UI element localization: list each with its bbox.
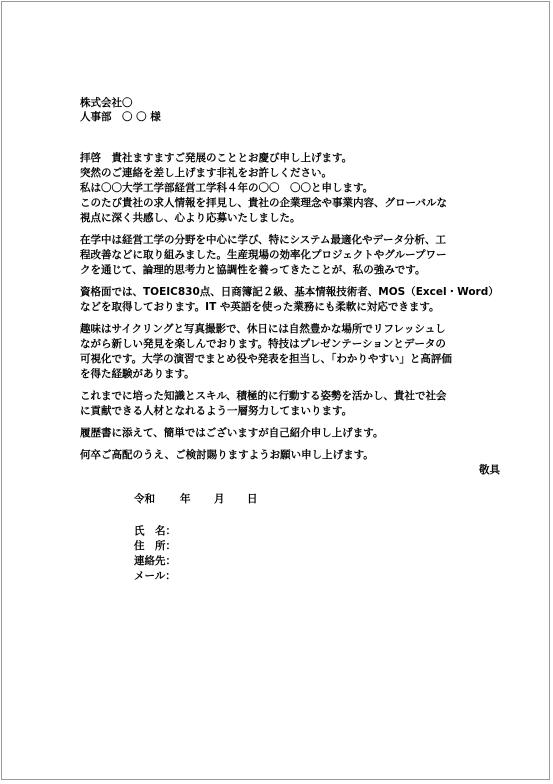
- date-month: 月: [214, 493, 225, 505]
- text-line: 何卒ご高配のうえ、ご検討賜りますようお願い申し上げます。: [80, 449, 374, 461]
- closing-kaigu: 敬具: [479, 464, 500, 476]
- date-line: [80, 492, 500, 507]
- text-line: 突然のご連絡を差し上げます非礼をお許しください。: [80, 167, 332, 179]
- text-line: 履歴書に添えて、簡単ではございますが自己紹介申し上げます。: [80, 427, 384, 439]
- date-day: 日: [247, 493, 258, 505]
- letter-page: [1, 1, 550, 780]
- text-line: これまでに培った知識とスキル、積極的に行動する姿勢を活かし、貴社で社会: [80, 390, 447, 402]
- paragraph-aspiration: [80, 389, 500, 419]
- signature-name-label: 氏 名：: [134, 525, 176, 537]
- signature-email-label: メール：: [134, 570, 176, 582]
- text-line: 程改善などに取り組みました。生産現場の効率化プロジェクトやグループワー: [80, 249, 447, 261]
- date-year: 年: [180, 493, 191, 505]
- text-line: ながら新しい発見を楽しんでおります。特技はプレゼンテーションとデータの: [80, 338, 446, 350]
- signature-contact-label: 連絡先：: [134, 555, 176, 567]
- signature-block: [80, 524, 500, 584]
- text-line: などを取得しております。IT や英語を使った業務にも柔軟に対応できます。: [80, 301, 440, 313]
- paragraph-request: [80, 448, 500, 463]
- paragraph-greeting: [80, 151, 500, 226]
- paragraph-qualifications: [80, 285, 500, 315]
- text-line: を得た経験があります。: [80, 368, 195, 380]
- recipient-block: [80, 96, 500, 124]
- paragraph-resume-note: [80, 426, 500, 441]
- text-line: 趣味はサイクリングと写真撮影で、休日には自然豊かな場所でリフレッシュし: [80, 323, 446, 335]
- text-line: 私は〇〇大学工学部経営工学科４年の〇〇 〇〇と申します。: [80, 182, 374, 194]
- paragraph-hobbies: [80, 322, 500, 382]
- text-line: クを通じて、論理的思考力と協調性を養ってきたことが、私の強みです。: [80, 264, 426, 276]
- text-line: 資格面では、TOEIC830点、日商簿記２級、基本情報技術者、MOS（Excel・Word）: [80, 286, 499, 298]
- text-line: このたび貴社の求人情報を拝見し、貴社の企業理念や事業内容、グローバルな: [80, 197, 447, 209]
- paragraph-studies: [80, 233, 500, 278]
- text-line: 在学中は経営工学の分野を中心に学び、特にシステム最適化やデータ分析、工: [80, 234, 447, 246]
- signature-address-label: 住 所：: [134, 540, 176, 552]
- date-era: 令和: [134, 493, 155, 505]
- text-line: に貢献できる人材となれるよう一層努力してまいります。: [80, 405, 353, 417]
- recipient-department: 人事部 〇 〇 様: [80, 111, 161, 123]
- text-line: 拝啓 貴社ますますご発展のこととお慶び申し上げます。: [80, 152, 353, 164]
- text-line: 可視化です。大学の演習でまとめ役や発表を担当し、「わかりやすい」と高評価: [80, 353, 452, 365]
- text-line: 視点に深く共感し、心より応募いたしました。: [80, 212, 301, 224]
- letter-body: [80, 96, 500, 584]
- recipient-company: 株式会社〇: [80, 97, 133, 109]
